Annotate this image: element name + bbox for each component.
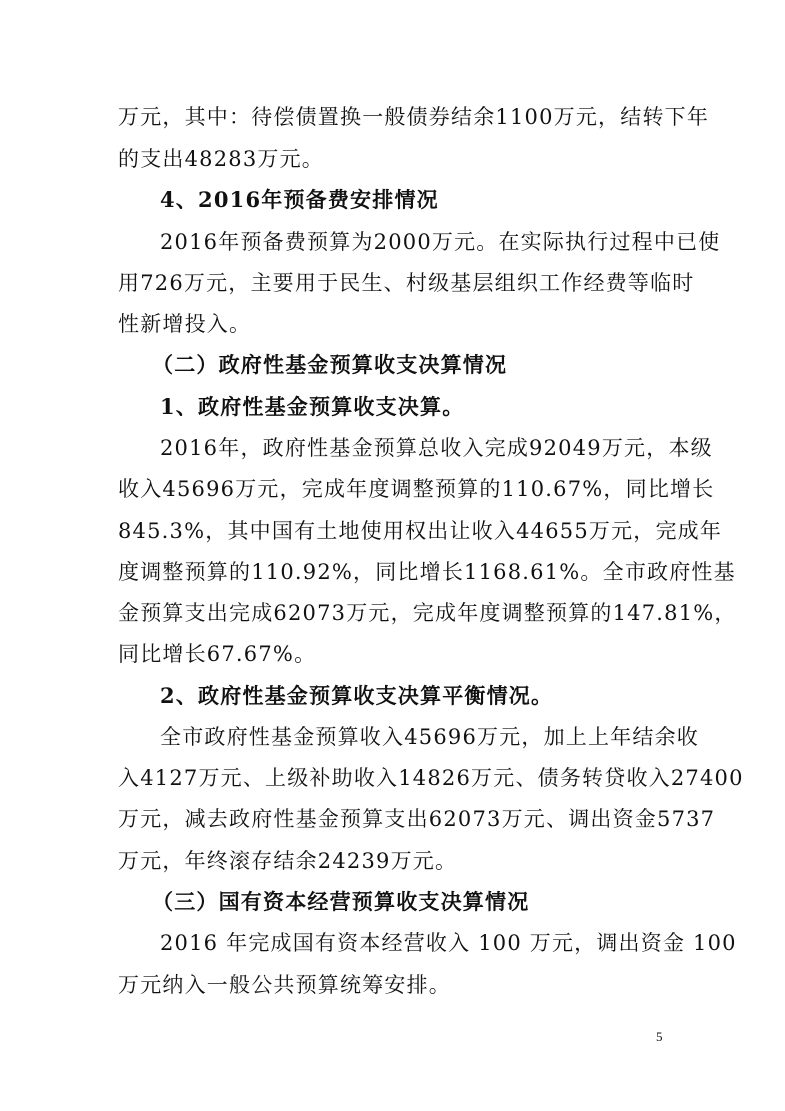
text-line: 全市政府性基金预算收入45696万元，加上上年结余收: [160, 725, 700, 749]
text-line: 度调整预算的110.92%，同比增长1168.61%。全市政府性基: [118, 560, 736, 584]
text-line: 性新增投入。: [118, 312, 252, 336]
text-line: 2016年预备费预算为2000万元。在实际执行过程中已使: [160, 230, 721, 254]
page-number: 5: [656, 1029, 663, 1044]
section-heading: 1、政府性基金预算收支决算。: [160, 394, 465, 419]
section-heading: （二）政府性基金预算收支决算情况: [152, 352, 508, 377]
text-line: 万元纳入一般公共预算统筹安排。: [118, 973, 451, 997]
section-heading: （三）国有资本经营预算收支决算情况: [152, 889, 530, 914]
text-line: 2016 年完成国有资本经营收入 100 万元，调出资金 100: [160, 931, 737, 955]
text-line: 金预算支出完成62073万元，完成年度调整预算的147.81%，: [118, 601, 737, 625]
text-line: 万元，其中：待偿债置换一般债券结余1100万元，结转下年: [118, 105, 710, 129]
text-line: 收入45696万元，完成年度调整预算的110.67%，同比增长: [118, 477, 715, 501]
text-line: 用726万元，主要用于民生、村级基层组织工作经费等临时: [118, 271, 695, 295]
section-heading: 2、政府性基金预算收支决算平衡情况。: [160, 683, 554, 708]
text-line: 万元，减去政府性基金预算支出62073万元、调出资金5737: [118, 807, 716, 831]
text-line: 同比增长67.67%。: [118, 642, 317, 666]
text-line: 入4127万元、上级补助收入14826万元、债务转贷收入27400: [118, 766, 744, 790]
section-heading: 4、2016年预备费安排情况: [160, 187, 439, 212]
text-line: 2016年，政府性基金预算总收入完成92049万元，本级: [160, 436, 713, 460]
text-line: 的支出48283万元。: [118, 147, 325, 171]
text-line: 845.3%，其中国有土地使用权出让收入44655万元，完成年: [118, 519, 723, 543]
text-line: 万元，年终滚存结余24239万元。: [118, 849, 458, 873]
